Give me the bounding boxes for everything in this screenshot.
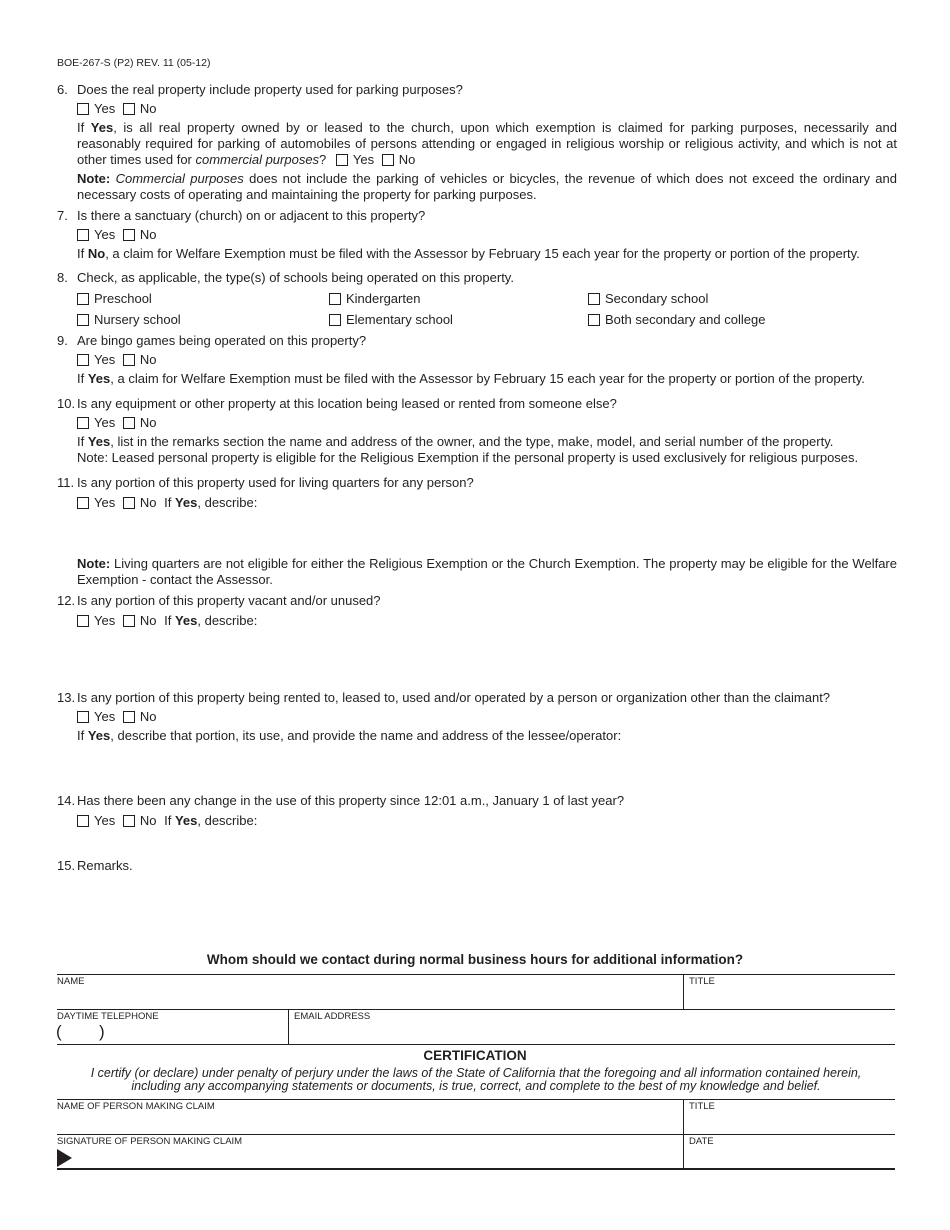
yes-checkbox[interactable] [77, 229, 89, 241]
question-number: 6. [57, 82, 68, 97]
kindergarten-checkbox[interactable] [329, 293, 341, 305]
commercial-yes-checkbox[interactable] [336, 154, 348, 166]
date-label: DATE [689, 1136, 714, 1147]
contact-title: Whom should we contact during normal business hours for additional information? [206, 952, 744, 967]
divider [683, 974, 684, 1009]
equipment-followup: If Yes, list in the remarks section the name and address of the owner, and the type, make, model, and serial number of the property. [77, 434, 834, 449]
parking-note: Note: Commercial purposes does not include the parking of vehicles or bicycles, the revenue of which does not exceed the ordinary and necessary costs of operating and maintaining the property for parking purposes. [77, 171, 897, 202]
email-label: EMAIL ADDRESS [294, 1011, 371, 1022]
sign-here-arrow-icon [57, 1149, 72, 1167]
question-6: 6. Does the real property include property used for parking purposes? Yes No If Yes, is all real property owned by or leased to the church, upon which exemption is claimed for parking purposes, necessarily and reasonably required for parking of automobiles of persons attending or engaged in religious worship or religious activity, and which is not at other times used for commercial purposes? Yes No Note: Commercial purposes does not include the parking of vehicles or bicycles, the revenue of which does not exceed the ordinary and necessary costs of operating and maintaining the property for parking purposes. [57, 82, 898, 202]
question-13: 13. Is any portion of this property being rented to, leased to, used and/or operated by a person or organization other than the claimant? Yes No If Yes, describe that portion, its use, and provide the name and address of the lessee/operator: [57, 690, 897, 744]
yes-checkbox[interactable] [77, 815, 89, 827]
secondary-college-checkbox[interactable] [588, 314, 600, 326]
question-text: Is any portion of this property being rented to, leased to, used and/or operated by a person or organization other than the claimant? [77, 690, 831, 705]
commercial-no-checkbox[interactable] [382, 154, 394, 166]
no-checkbox[interactable] [123, 497, 135, 509]
yes-checkbox[interactable] [77, 103, 89, 115]
form-id: BOE-267-S (P2) REV. 11 (05-12) [57, 57, 211, 69]
living-quarters-note: Note: Living quarters are not eligible for either the Religious Exemption or the Church Exemption. The property may be eligible for the Welfare Exemption - contact the Assessor. [77, 556, 897, 587]
equipment-note: Note: Leased personal property is eligible for the Religious Exemption if the personal property is used exclusively for religious purposes. [77, 450, 859, 465]
divider [57, 1168, 895, 1170]
divider [288, 1009, 289, 1044]
question-text: Has there been any change in the use of this property since 12:01 a.m., January 1 of last year? [77, 793, 625, 808]
question-text: Is there a sanctuary (church) on or adjacent to this property? [77, 208, 426, 223]
no-checkbox[interactable] [123, 354, 135, 366]
contact-title-label: TITLE [689, 976, 715, 987]
no-checkbox[interactable] [123, 815, 135, 827]
question-text: Is any portion of this property used for living quarters for any person? [77, 475, 474, 490]
describe-area[interactable] [77, 511, 897, 556]
yes-checkbox[interactable] [77, 497, 89, 509]
no-checkbox[interactable] [123, 711, 135, 723]
divider [57, 974, 895, 975]
phone-area-open: ( [56, 1022, 62, 1041]
yes-checkbox[interactable] [77, 417, 89, 429]
divider [57, 1009, 895, 1010]
question-11: 11. Is any portion of this property used for living quarters for any person? Yes No If Yes, describe: Note: Living quarters are not eligible for either the Religious Exemption or the Church Exemption. The property may be eligible for the Welfare Exemption - contact the Assessor. [57, 475, 897, 587]
question-8: 8. Check, as applicable, the type(s) of schools being operated on this property. Preschool Kindergarten Secondary school Nursery school Elementary school Both secondary and college [57, 270, 897, 330]
no-checkbox[interactable] [123, 417, 135, 429]
preschool-checkbox[interactable] [77, 293, 89, 305]
certification-title: CERTIFICATION [423, 1048, 527, 1063]
question-10: 10. Is any equipment or other property at this location being leased or rented from someone else? Yes No If Yes, list in the remarks section the name and address of the owner, and the type, make, model, and serial number of the property. Note: Leased personal property is eligible for the Religious Exemption if the personal property is used exclusively for religious purposes. [57, 396, 897, 466]
bingo-followup: If Yes, a claim for Welfare Exemption must be filed with the Assessor by February 15 each year for the property or portion of the property. [77, 371, 865, 386]
no-checkbox[interactable] [123, 615, 135, 627]
secondary-school-checkbox[interactable] [588, 293, 600, 305]
phone-label: DAYTIME TELEPHONE [57, 1011, 159, 1022]
divider [57, 1134, 895, 1135]
question-text: Is any equipment or other property at this location being leased or rented from someone else? [77, 396, 617, 411]
rental-followup: If Yes, describe that portion, its use, and provide the name and address of the lessee/operator: [77, 728, 622, 743]
claimant-title-label: TITLE [689, 1101, 715, 1112]
question-14: 14. Has there been any change in the use of this property since 12:01 a.m., January 1 of last year? Yes No If Yes, describe: [57, 793, 897, 829]
remarks-label: Remarks. [77, 858, 133, 873]
claimant-name-label: NAME OF PERSON MAKING CLAIM [57, 1101, 215, 1112]
sanctuary-followup: If No, a claim for Welfare Exemption must be filed with the Assessor by February 15 each year for the property or portion of the property. [77, 246, 860, 261]
divider [57, 1099, 895, 1100]
question-9: 9. Are bingo games being operated on this property? Yes No If Yes, a claim for Welfare Exemption must be filed with the Assessor by February 15 each year for the property or portion of the property. [57, 333, 897, 387]
yes-checkbox[interactable] [77, 615, 89, 627]
no-checkbox[interactable] [123, 103, 135, 115]
question-12: 12. Is any portion of this property vacant and/or unused? Yes No If Yes, describe: [57, 593, 897, 629]
phone-area-close: ) [99, 1022, 105, 1041]
parking-followup: If Yes, is all real property owned by or leased to the church, upon which exemption is claimed for parking purposes, necessarily and reasonably required for parking of automobiles of persons attending or engaged in religious worship or religious activity, and which is not at other times used for commercial purposes? Yes No [77, 120, 898, 167]
contact-name-label: NAME [57, 976, 85, 987]
question-text: Are bingo games being operated on this property? [77, 333, 367, 348]
elementary-school-checkbox[interactable] [329, 314, 341, 326]
certification-text: I certify (or declare) under penalty of perjury under the laws of the State of California that the foregoing and all information contained herein, including any accompanying statements or documents, is true, correct, and complete to the best of my knowledge and belief. [90, 1066, 862, 1093]
question-text: Does the real property include property used for parking purposes? [77, 82, 463, 97]
signature-label: SIGNATURE OF PERSON MAKING CLAIM [57, 1136, 243, 1147]
no-checkbox[interactable] [123, 229, 135, 241]
question-text: Check, as applicable, the type(s) of schools being operated on this property. [77, 270, 514, 285]
question-text: Is any portion of this property vacant and/or unused? [77, 593, 381, 608]
question-7: 7. Is there a sanctuary (church) on or adjacent to this property? Yes No If No, a claim for Welfare Exemption must be filed with the Assessor by February 15 each year for the property or portion of the property. [57, 208, 897, 262]
nursery-school-checkbox[interactable] [77, 314, 89, 326]
divider [57, 1044, 895, 1045]
yes-checkbox[interactable] [77, 711, 89, 723]
yes-checkbox[interactable] [77, 354, 89, 366]
question-15: 15. Remarks. [57, 858, 897, 874]
